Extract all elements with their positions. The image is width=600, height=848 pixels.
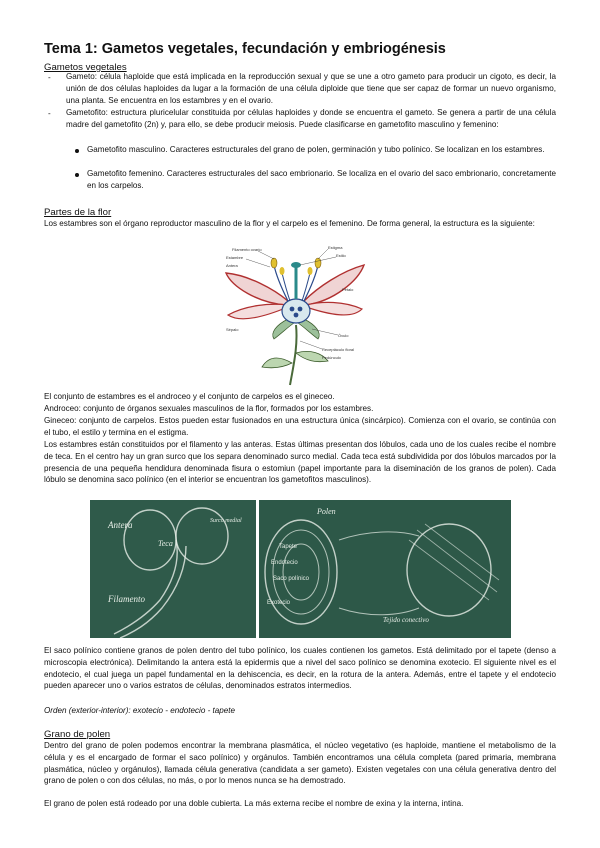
paragraph-flor-intro: Los estambres son el órgano reproductor masculino de la flor y el carpelo es el femenino. De forma general, la estructura es la siguiente: <box>44 219 535 228</box>
label-antera: Antera <box>226 263 238 268</box>
paragraph-androceo: Androceo: conjunto de órganos sexuales masculinos de la flor, formados por los estambres. <box>44 404 374 413</box>
list-dash: - <box>48 109 51 118</box>
bullet-dot <box>75 173 79 177</box>
label-estambre: Estambre <box>226 255 244 260</box>
board-label-filamento: Filamento <box>108 594 145 604</box>
page-title: Tema 1: Gametos vegetales, fecundación y embriogénesis <box>44 41 446 57</box>
label-sepalo: Sépalo <box>226 327 239 332</box>
board-label-tapete: Tapete <box>279 544 298 550</box>
label-receptaculo: Receptáculo floral <box>322 347 355 352</box>
label-filamento: Filamento ovario <box>232 247 262 252</box>
board-label-exotecio: Exotecio <box>267 600 291 606</box>
blackboard-photo-saco <box>259 500 511 638</box>
board-label-saco: Saco polínico <box>273 576 310 582</box>
board-label-antera: Antera <box>108 520 133 530</box>
flower-diagram <box>218 245 378 387</box>
paragraph-gameto: Gameto: célula haploide que está implicada en la reproducción sexual y que se une a otro gameto para producir un cigoto, es decir, la unión de dos células haploides da lugar a la formación de una célula diploide que tiene que ser capaz de formar un nuevo organismo, una planta. Se encuentra en los estambres y en el ovario. <box>66 72 556 105</box>
blackboard-drawing-saco <box>259 500 511 638</box>
bullet-dot <box>75 149 79 153</box>
blackboard-photo-antera <box>90 500 256 638</box>
board-label-tejido: Tejido conectivo <box>383 616 429 624</box>
label-petalo: Pétalo <box>342 287 354 292</box>
paragraph-androceo-gineceo: El conjunto de estambres es el androceo y el conjunto de carpelos es el gineceo. <box>44 392 335 401</box>
blackboard-drawing-antera <box>90 500 256 638</box>
label-estilo: Estilo <box>336 253 346 258</box>
heading-polen: Grano de polen <box>44 729 111 740</box>
label-estigma: Estigma <box>328 245 343 250</box>
paragraph-masculino: Gametofito masculino. Caracteres estructurales del grano de polen, germinación y tubo polínico. Se localizan en los estambres. <box>87 145 545 154</box>
paragraph-orden: Orden (exterior-interior): exotecio - endotecio - tapete <box>44 706 236 715</box>
list-dash: - <box>48 73 51 82</box>
heading-gametos: Gametos vegetales <box>44 62 127 73</box>
paragraph-gametofito: Gametofito: estructura pluricelular constituida por células haploides y donde se encuentra el gameto. Se genera a partir de una célula madre del gametofito (2n) y, para ello, se debe producir meiosis. Puede clasificarse en gametofito masculino y femenino: <box>66 108 556 129</box>
paragraph-gineceo: Gineceo: conjunto de carpelos. Estos pueden estar fusionados en una estructura única (sincárpico). Comienza con el ovario, se continúa con el tubo, el estilo y termina en el estigma. <box>44 416 556 437</box>
paragraph-polen-1: Dentro del grano de polen podemos encontrar la membrana plasmática, el núcleo vegetativo (es haploide, mantiene el metabolismo de la célula y es el encargado de formar el saco polínico) y orgánulos. También encontramos una célula completa (pared primaria, membrana plasmática, núcleo y orgánulos), llamada célula generativa (candidata a ser gameto). Existen vegetales con una célula generativa dentro del grano de polen o con dos células, no más, o por lo menos nunca se ha demostrado. <box>44 741 556 786</box>
board-label-polen: Polen <box>317 507 336 516</box>
board-label-teca: Teca <box>158 539 173 548</box>
paragraph-saco-polinico: El saco polínico contiene granos de polen dentro del tubo polínico, los cuales contienen los gametos. Está delimitado por el tapete (denso a microscopia electrónica). Delimitando la antera está la epidermis que a nivel del saco polínico se denomina exotecio. El siguiente nivel es el endotecio, el cual juega un papel fundamental en la dehiscencia, es decir, en la rotura de la antera. Además, entre el tapete y el endotecio pueden aparecer uno o varios estratos de células, denominados estratos intermedios. <box>44 646 556 691</box>
board-label-endotecio: Endotecio <box>271 560 298 566</box>
label-pedunculo: Pedúnculo <box>322 355 341 360</box>
paragraph-polen-2: El grano de polen está rodeado por una doble cubierta. La más externa recibe el nombre de exina y la interna, intina. <box>44 799 464 808</box>
label-ovulo: Óvulo <box>338 333 349 338</box>
heading-flor: Partes de la flor <box>44 207 112 218</box>
paragraph-femenino: Gametofito femenino. Caracteres estructurales del saco embrionario. Se localiza en el ovario del saco embrionario, concretamente en los carpelos. <box>87 169 556 190</box>
paragraph-estambres: Los estambres están constituidos por el filamento y las anteras. Estas últimas presentan dos lóbulos, cada uno de los cuales recibe el nombre de teca. En el centro hay un gran surco que los separa denominado surco medial. Cada teca está subdividida por dos lóbulos marcados por la presencia de una pequeña hendidura denominada fisura o estomiun (papel importante para la diseminación de los granos de polen). Cada lóbulo se denomina saco polínico (en el interior se encuentran los gametofitos masculinos). <box>44 440 556 485</box>
board-label-surco: Surco medial <box>210 518 242 524</box>
